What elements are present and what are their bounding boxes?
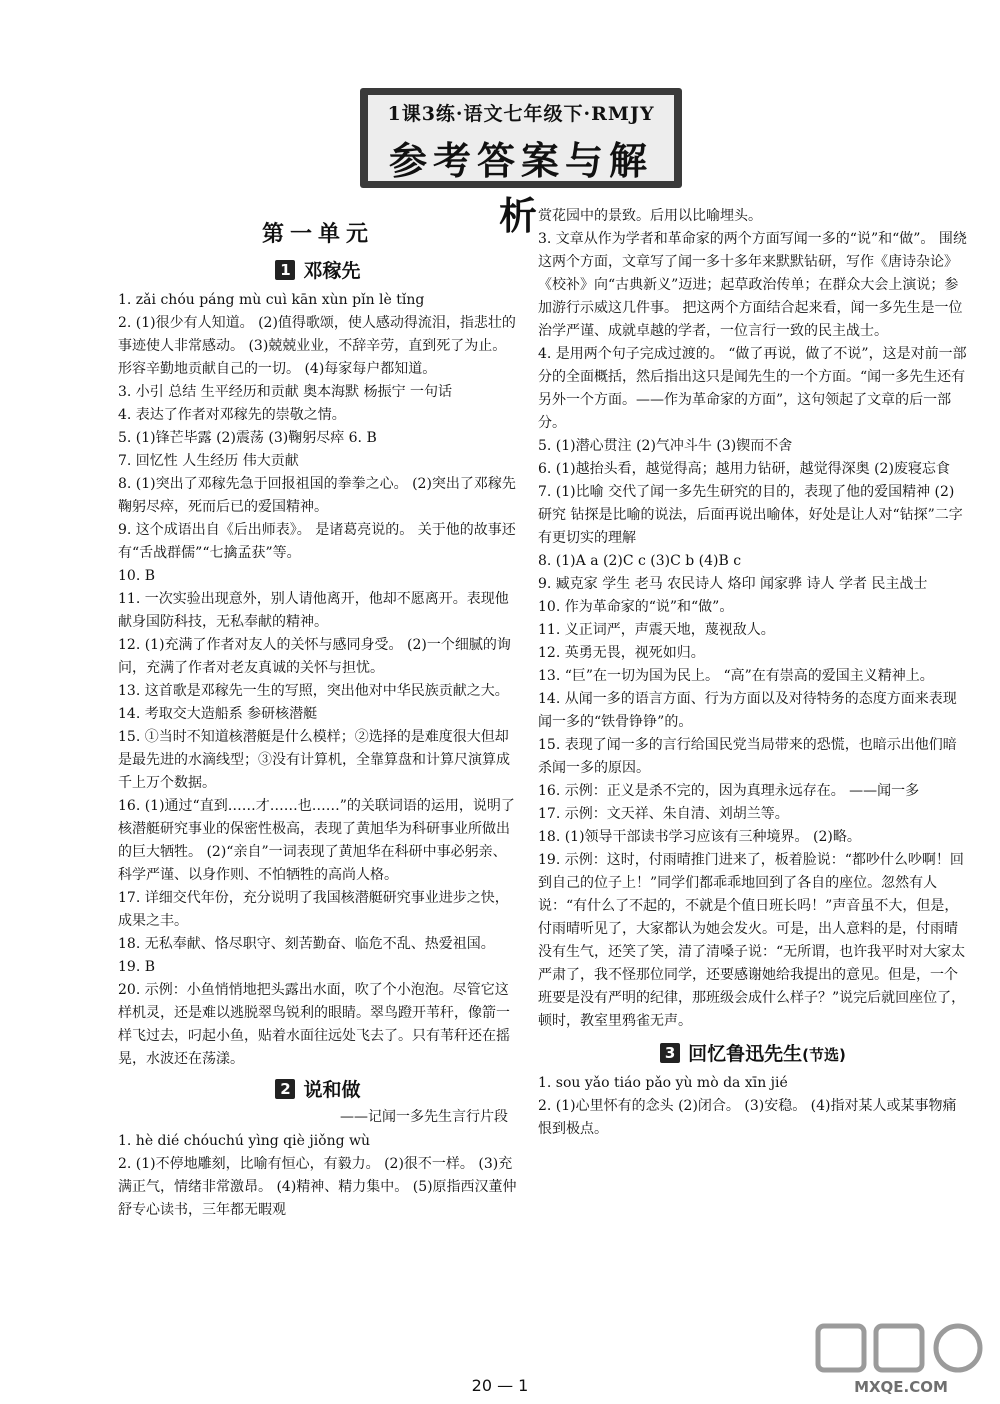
answer-item: 20. 示例：小鱼悄悄地把头露出水面，吹了个小泡泡。尽管它这样机灵，还是难以逃脱翠鸟锐利的眼睛。翠鸟蹬开苇秆，像箭一样飞过去，叼起小鱼，贴着水面往远处飞去了。只有苇秆还在摇晃，水波还在荡漾。 xyxy=(118,982,510,1067)
lesson-2-subtitle: ——记闻一多先生言行片段 xyxy=(340,1109,508,1125)
answer-item: 4. 表达了作者对邓稼先的崇敬之情。 xyxy=(118,407,346,423)
right-column xyxy=(538,205,968,1141)
answer-item: 18. 无私奉献、恪尽职守、刻苦勤奋、临危不乱、热爱祖国。 xyxy=(118,936,495,952)
answer-item: 1. zǎi chóu páng mù cuì kān xùn pǐn lè tǐng xyxy=(118,292,425,308)
answer-item: 6. (1)越抬头看，越觉得高；越用力钻研，越觉得深奥 (2)废寝忘食 xyxy=(538,461,950,477)
answer-item: 19. B xyxy=(118,959,156,975)
lesson-3-title: 回忆鲁迅先生 xyxy=(688,1043,803,1065)
answer-item: 3. 文章从作为学者和革命家的两个方面写闻一多的“说”和“做”。 围绕这两个方面，文章写了闻一多十多年来默默钻研，写作《唐诗杂论》《校补》向“古典新义”迈进；起草政治传单；在群众大会上演说；参加游行示威这几件事。 把这两个方面结合起来看，闻一多先生是一位治学严谨、成就卓越的学者，一位言行一致的民主战士。 xyxy=(538,231,967,339)
answer-item: 2. (1)心里怀有的念头 (2)闭合。 (3)安稳。 (4)指对某人或某事物痛恨到极点。 xyxy=(538,1098,957,1137)
answer-item: 16. 示例：正义是杀不完的，因为真理永远存在。 ——闻一多 xyxy=(538,783,920,799)
answer-item: 8. (1)突出了邓稼先急于回报祖国的拳拳之心。 (2)突出了邓稼先鞠躬尽瘁，死而后已的爱国精神。 xyxy=(118,476,516,515)
answer-item: 15. ①当时不知道核潜艇是什么模样；②选择的是难度很大但却是最先进的水滴线型；③没有计算机，全靠算盘和计算尺演算成千上万个数据。 xyxy=(118,729,510,791)
answer-item: 3. 小引 总结 生平经历和贡献 奥本海默 杨振宁 一句话 xyxy=(118,384,453,400)
answer-item: 17. 示例：文天祥、朱自清、刘胡兰等。 xyxy=(538,806,789,822)
header-subtitle: 1课3练·语文七年级下·RMJY xyxy=(387,103,655,125)
lesson-2-title: 说和做 xyxy=(303,1079,361,1101)
lesson-1-heading xyxy=(118,256,518,283)
answer-item: 10. B xyxy=(118,568,156,584)
answer-item: 12. 英勇无畏，视死如归。 xyxy=(538,645,705,661)
answer-item: 7. 回忆性 人生经历 伟大贡献 xyxy=(118,453,299,469)
answer-item: 11. 义正词严，声震天地，蔑视敌人。 xyxy=(538,622,775,638)
page-number: 20 — 1 xyxy=(471,1376,529,1395)
unit-title: 第一单元 xyxy=(261,222,374,247)
answer-item: 5. (1)潜心贯注 (2)气冲斗牛 (3)锲而不舍 xyxy=(538,438,793,454)
lesson-2-answers-right xyxy=(538,205,968,1033)
lesson-3-heading xyxy=(538,1039,968,1066)
lesson-3-answers xyxy=(538,1072,968,1141)
answer-item: 14. 考取交大造船系 参研核潜艇 xyxy=(118,706,318,722)
answer-item: 18. (1)领导干部读书学习应该有三种境界。 (2)略。 xyxy=(538,829,861,845)
answer-item: 赏花园中的景致。后用以比喻埋头。 xyxy=(538,208,762,224)
header-title: 参考答案与解析 xyxy=(388,138,653,238)
answer-item: 2. (1)很少有人知道。 (2)值得歌颂，使人感动得流泪，指悲壮的事迹使人非常感动。 (3)兢兢业业，不辞辛劳，直到死了为止。形容辛勤地贡献自己的一切。 (4)每家每户都知道。 xyxy=(118,315,516,377)
lesson-3-note: (节选) xyxy=(802,1046,846,1064)
answer-item: 9. 臧克家 学生 老马 农民诗人 烙印 闻家骅 诗人 学者 民主战士 xyxy=(538,576,928,592)
left-column xyxy=(118,205,518,1222)
answer-item: 13. “巨”在一切为国为民上。 “高”在有崇高的爱国主义精神上。 xyxy=(538,668,934,684)
answer-item: 17. 详细交代年份，充分说明了我国核潜艇研究事业进步之快，成果之丰。 xyxy=(118,890,509,929)
answer-item: 1. sou yǎo tiáo pǎo yù mò da xīn jié xyxy=(538,1075,788,1091)
answer-item: 10. 作为革命家的“说”和“做”。 xyxy=(538,599,734,615)
answer-item: 11. 一次实验出现意外，别人请他离开，他却不愿离开。表现他献身国防科技，无私奉献的精神。 xyxy=(118,591,509,630)
answer-item: 16. (1)通过“直到……才……也……”的关联词语的运用，说明了核潜艇研究事业的保密性极高，表现了黄旭华为科研事业所做出的巨大牺牲。 (2)“亲自”一词表现了黄旭华在科研中事必躬亲、科学严谨、以身作则、不怕牺牲的高尚人格。 xyxy=(118,798,515,883)
answer-item: 2. (1)不停地雕刻，比喻有恒心，有毅力。 (2)很不一样。 (3)充满正气，情绪非常激昂。 (4)精神、精力集中。 (5)原指西汉董仲舒专心读书，三年都无暇观 xyxy=(118,1156,517,1218)
lesson-3-number: 3 xyxy=(660,1043,680,1063)
answer-item: 7. (1)比喻 交代了闻一多先生研究的目的，表现了他的爱国精神 (2)研究 钻探是比喻的说法，后面再说出喻体，好处是让人对“钻探”二字有更切实的理解 xyxy=(538,484,963,546)
watermark-text: MXQE.COM xyxy=(854,1378,948,1396)
answer-item: 5. (1)锋芒毕露 (2)震荡 (3)鞠躬尽瘁 6. B xyxy=(118,430,377,446)
answer-item: 13. 这首歌是邓稼先一生的写照，突出他对中华民族贡献之大。 xyxy=(118,683,509,699)
lesson-1-number: 1 xyxy=(275,260,295,280)
answer-item: 14. 从闻一多的语言方面、行为方面以及对待特务的态度方面来表现闻一多的“铁骨铮铮”的。 xyxy=(538,691,957,730)
answer-item: 4. 是用两个句子完成过渡的。 “做了再说，做了不说”，这是对前一部分的全面概括，然后指出这只是闻先生的一个方面。“闻一多先生还有另外一个方面。——作为革命家的方面”，这句领起了文章的后一部分。 xyxy=(538,346,967,431)
answer-item: 1. hè dié chóuchú yìng qiè jiǒng wù xyxy=(118,1133,371,1149)
answer-item: 12. (1)充满了作者对友人的关怀与感同身受。 (2)一个细腻的询问，充满了作者对老友真诚的关怀与担忧。 xyxy=(118,637,511,676)
lesson-2-number: 2 xyxy=(275,1079,295,1099)
lesson-2-heading xyxy=(118,1075,518,1102)
lesson-1-title: 邓稼先 xyxy=(303,260,361,282)
answer-item: 15. 表现了闻一多的言行给国民党当局带来的恐慌，也暗示出他们暗杀闻一多的原因。 xyxy=(538,737,957,776)
lesson-2-answers-left xyxy=(118,1130,518,1222)
lesson-1-answers xyxy=(118,289,518,1071)
answer-item: 8. (1)A a (2)C c (3)C b (4)B c xyxy=(538,553,742,569)
answer-item: 9. 这个成语出自《后出师表》。 是诸葛亮说的。 关于他的故事还有“舌战群儒”“七擒孟获”等。 xyxy=(118,522,516,561)
answer-item: 19. 示例：这时，付雨晴推门进来了，板着脸说：“都吵什么吵啊！回到自己的位子上！”同学们都乖乖地回到了各自的座位。忽然有人说：“有什么了不起的，不就是个值日班长吗！”声音虽不大，但是，付雨晴听见了，大家都认为她会发火。可是，出人意料的是，付雨晴没有生气，还笑了笑，清了清嗓子说：“无所谓，也许我平时对大家太严肃了，我不怪那位同学，还要感谢她给我提出的意见。但是，一个班要是没有严明的纪律，那班级会成什么样子？”说完后就回座位了，顿时，教室里鸦雀无声。 xyxy=(538,852,966,1029)
